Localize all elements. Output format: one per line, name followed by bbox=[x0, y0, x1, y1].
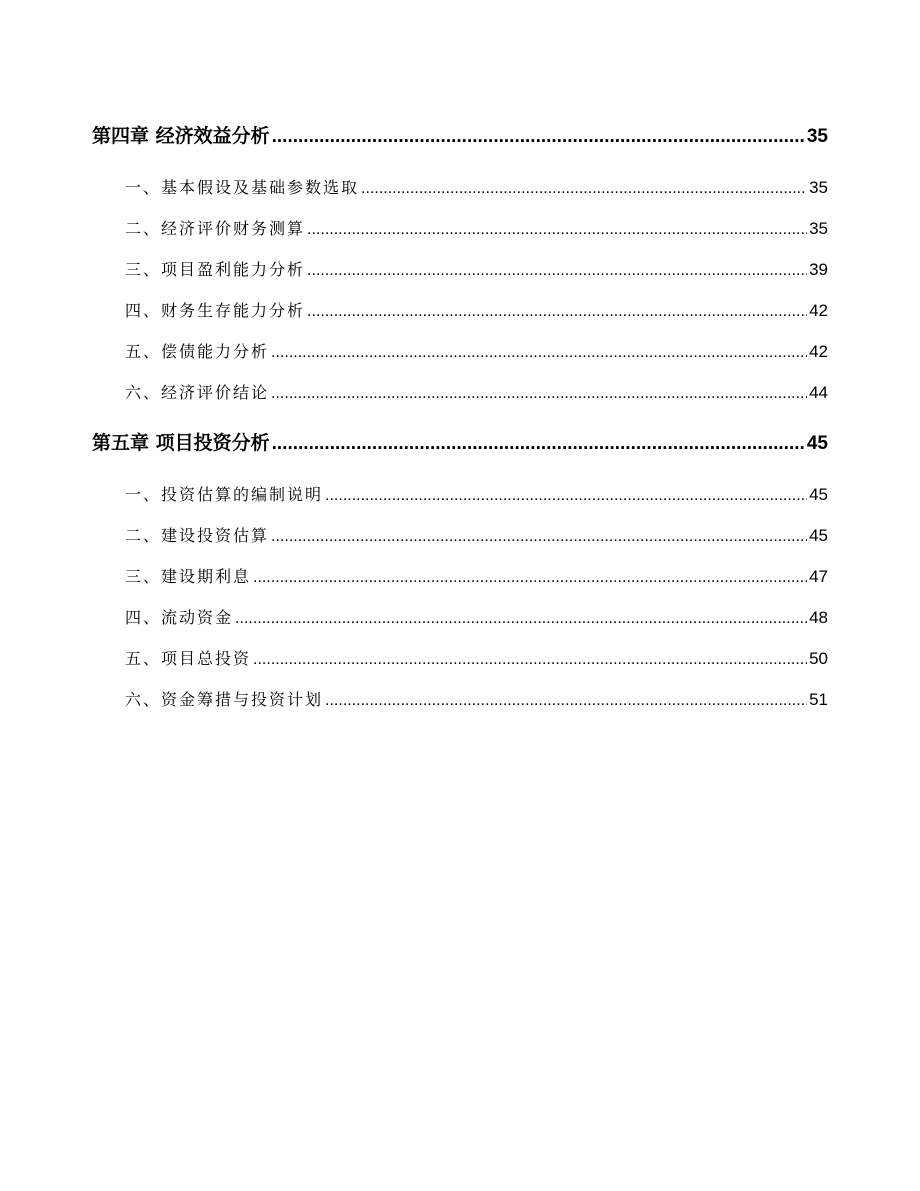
toc-section-title: 财务生存能力分析 bbox=[161, 301, 306, 320]
toc-section-5-5[interactable] bbox=[92, 649, 828, 669]
dot-leader bbox=[325, 690, 807, 711]
toc-page-number: 47 bbox=[809, 567, 828, 586]
dot-leader bbox=[325, 485, 807, 506]
toc-section-5-3[interactable] bbox=[92, 567, 828, 587]
dot-leader bbox=[271, 383, 807, 404]
dot-leader bbox=[272, 433, 805, 454]
toc-section-number: 二、 bbox=[125, 526, 162, 545]
toc-section-title: 经济评价财务测算 bbox=[161, 219, 306, 238]
dot-leader bbox=[253, 567, 807, 588]
toc-page-number: 35 bbox=[809, 178, 828, 197]
toc-section-number: 一、 bbox=[125, 485, 162, 504]
toc-page-number: 42 bbox=[809, 301, 828, 320]
dot-leader bbox=[235, 608, 807, 629]
toc-section-4-3[interactable] bbox=[92, 260, 828, 280]
dot-leader bbox=[307, 301, 807, 322]
toc-page-number: 35 bbox=[809, 219, 828, 238]
toc-section-5-2[interactable] bbox=[92, 526, 828, 546]
toc-section-5-6[interactable] bbox=[92, 690, 828, 710]
toc-chapter-4[interactable] bbox=[92, 126, 828, 146]
toc-section-title: 投资估算的编制说明 bbox=[161, 485, 324, 504]
toc-section-title: 经济评价结论 bbox=[161, 383, 270, 402]
toc-section-number: 三、 bbox=[125, 260, 162, 279]
dot-leader bbox=[271, 342, 807, 363]
toc-section-number: 五、 bbox=[125, 342, 162, 361]
toc-section-5-4[interactable] bbox=[92, 608, 828, 628]
dot-leader bbox=[307, 219, 807, 240]
toc-page-number: 51 bbox=[809, 690, 828, 709]
toc-page-number: 35 bbox=[806, 126, 828, 147]
toc-section-title: 资金筹措与投资计划 bbox=[161, 690, 324, 709]
toc-section-title: 基本假设及基础参数选取 bbox=[161, 178, 360, 197]
toc-page-number: 45 bbox=[806, 433, 828, 454]
toc-chapter-title: 第四章 经济效益分析 bbox=[92, 125, 270, 147]
toc-section-title: 项目盈利能力分析 bbox=[161, 260, 306, 279]
toc-section-number: 一、 bbox=[125, 178, 162, 197]
dot-leader bbox=[361, 178, 807, 199]
toc-page-number: 44 bbox=[809, 383, 828, 402]
toc-section-4-6[interactable] bbox=[92, 383, 828, 403]
toc-section-4-5[interactable] bbox=[92, 342, 828, 362]
toc-section-title: 项目总投资 bbox=[161, 649, 252, 668]
toc-section-number: 四、 bbox=[125, 608, 162, 627]
toc-section-title: 建设投资估算 bbox=[161, 526, 270, 545]
toc-chapter-5[interactable] bbox=[92, 433, 828, 453]
dot-leader bbox=[272, 126, 805, 147]
toc-page-number: 45 bbox=[809, 526, 828, 545]
toc-page-number: 39 bbox=[809, 260, 828, 279]
toc-page-number: 45 bbox=[809, 485, 828, 504]
toc-section-title: 建设期利息 bbox=[161, 567, 252, 586]
table-of-contents bbox=[92, 118, 828, 710]
toc-section-number: 六、 bbox=[125, 383, 162, 402]
toc-section-number: 二、 bbox=[125, 219, 162, 238]
toc-section-number: 六、 bbox=[125, 690, 162, 709]
toc-section-title: 流动资金 bbox=[161, 608, 234, 627]
toc-section-4-2[interactable] bbox=[92, 219, 828, 239]
toc-section-number: 三、 bbox=[125, 567, 162, 586]
toc-page-number: 42 bbox=[809, 342, 828, 361]
toc-section-number: 四、 bbox=[125, 301, 162, 320]
dot-leader bbox=[307, 260, 807, 281]
toc-page-number: 50 bbox=[809, 649, 828, 668]
toc-section-4-1[interactable] bbox=[92, 178, 828, 198]
toc-section-5-1[interactable] bbox=[92, 485, 828, 505]
toc-section-number: 五、 bbox=[125, 649, 162, 668]
toc-section-4-4[interactable] bbox=[92, 301, 828, 321]
toc-chapter-title: 第五章 项目投资分析 bbox=[92, 432, 270, 454]
dot-leader bbox=[253, 649, 807, 670]
toc-section-title: 偿债能力分析 bbox=[161, 342, 270, 361]
toc-page-number: 48 bbox=[809, 608, 828, 627]
dot-leader bbox=[271, 526, 807, 547]
